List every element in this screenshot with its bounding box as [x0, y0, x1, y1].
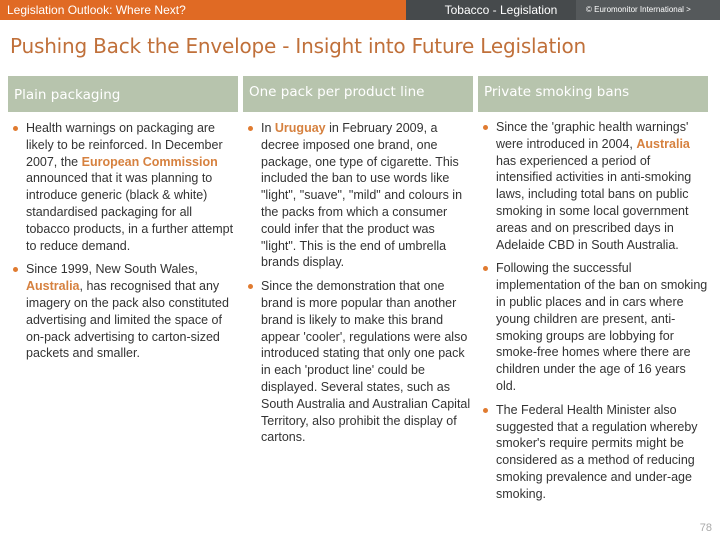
bullet-text: Since the demonstration that one brand is more popular than another brand is likely to make this brand appear 'cooler', regulations were also introduced stating that only one pack in each 'product line' could be displayed. Several states, such as South Australia and Australian Capital Territory, also prohibit the display of cartons. [261, 279, 471, 445]
bullet-item [478, 119, 708, 253]
column-one-pack [243, 76, 473, 453]
column-heading: Plain packaging [8, 76, 238, 112]
bullet-text: Since the 'graphic health warnings' were introduced in 2004, [496, 120, 689, 151]
bullet-list [8, 120, 238, 362]
bullet-list [478, 119, 708, 503]
bullet-text: Since 1999, New South Wales, [26, 262, 198, 277]
bullet-text: in February 2009, a decree imposed one brand, one package, one type of cigarette. This included the ban to use words like "light", "suave", "mild" and colours in the packs from which a consumer could infer that the product was "light". This is the end of umbrella brands display. [261, 121, 463, 270]
bullet-text: , has recognised that any imagery on the pack also constituted advertising and limited the space of on-pack advertising to carton-sized packets and smaller. [26, 279, 229, 361]
column-heading: One pack per product line [243, 76, 473, 112]
page-number: 78 [699, 522, 712, 534]
column-plain-packaging [8, 76, 238, 369]
column-private-bans [478, 76, 708, 510]
bullet-text: announced that it was planning to introduce generic (black & white) standardised packaging for all tobacco products, in a further attempt to reduce demand. [26, 171, 234, 253]
bullet-item [8, 261, 238, 362]
section-label: Tobacco - Legislation [406, 0, 576, 20]
slide-title: Pushing Back the Envelope - Insight into Future Legislation [10, 34, 586, 58]
bullet-item [243, 120, 473, 271]
bullet-item [478, 260, 708, 394]
copyright: © Euromonitor International > [576, 0, 720, 20]
bullet-text: Following the successful implementation of the ban on smoking in public places and in cars where young children are present, anti-smoking groups are lobbying for smoke-free homes where there are children under the age of 16 years old. [496, 261, 708, 393]
highlight-text: Uruguay [274, 121, 326, 135]
bullet-item [478, 402, 708, 503]
bullet-text: Health warnings on packaging are likely to be reinforced. In December 2007, the [26, 121, 223, 169]
top-bar [0, 0, 720, 20]
column-heading: Private smoking bans [478, 76, 708, 112]
presentation-title: Legislation Outlook: Where Next? [0, 0, 406, 20]
bullet-item [8, 120, 238, 254]
bullet-text: The Federal Health Minister also suggested that a regulation whereby smoker's require permits might be considered as a method of reducing smoking prevalence and under-age smoking. [496, 402, 698, 501]
bullet-list [243, 120, 473, 446]
bullet-text: In [261, 121, 275, 135]
highlight-text: European Commission [81, 154, 218, 169]
bullet-item [243, 278, 473, 446]
bullet-text: has experienced a period of intensified activities in anti-smoking laws, including total bans on public smoking in some local government areas and on prescribed days in Adelaide CBD in South Australia. [496, 153, 692, 252]
highlight-text: Australia [636, 136, 690, 151]
highlight-text: Australia [26, 279, 80, 294]
